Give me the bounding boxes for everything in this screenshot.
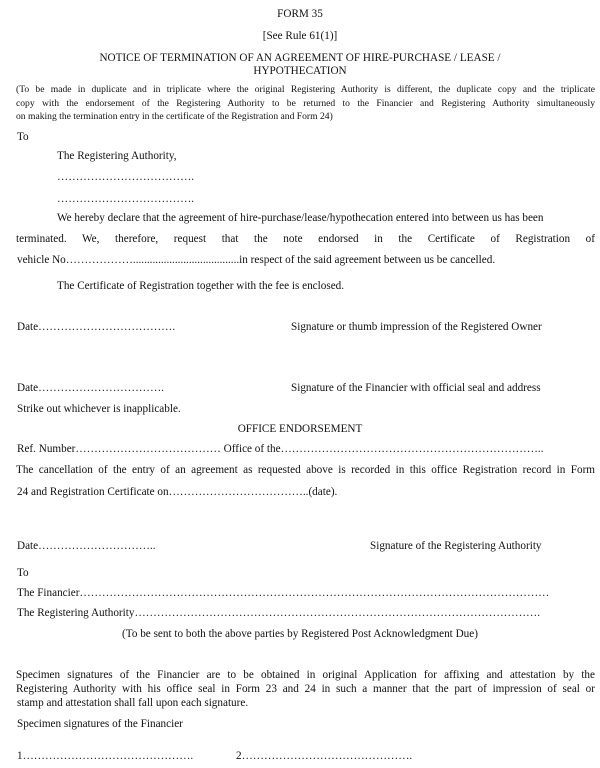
declaration-line-2: terminated. We, therefore, request that the note endorsed in the Certificate of Registration of (16, 233, 595, 245)
instructions-line-2: copy with the endorsement of the Registering Authority to be returned to the Financier and Registering Authority simultaneously (16, 98, 595, 109)
instructions-line-3: on making the termination entry in the certificate of the Registration and Form 24) (16, 111, 333, 122)
authority-signature-label: Signature of the Registering Authority (370, 540, 542, 552)
declaration-line-1: We hereby declare that the agreement of hire-purchase/lease/hypothecation entered into between us has been (57, 212, 544, 224)
registering-authority-label: The Registering Authority, (57, 150, 177, 162)
specimen-label: Specimen signatures of the Financier (17, 718, 183, 730)
registered-post-note: (To be sent to both the above parties by Registered Post Acknowledgment Due) (122, 628, 478, 640)
ref-number-line: Ref. Number………………………………… Office of the…………………………………………………………….. (17, 443, 544, 455)
financier-address-line: The Financier……………………………………………………………………………………………………………… (17, 587, 550, 599)
owner-signature-label: Signature or thumb impression of the Registered Owner (291, 321, 542, 333)
authority-address-line: The Registering Authority………………………………………………………………………………………………. (17, 607, 540, 619)
declaration-line-3: vehicle No………………......................................in respect of the said agreement between us be cancelled. (17, 254, 496, 266)
certificate-enclosed: The Certificate of Registration together with the fee is enclosed. (57, 280, 345, 292)
title-line-2: HYPOTHECATION (253, 65, 347, 77)
title-line-1: NOTICE OF TERMINATION OF AN AGREEMENT OF HIRE-PURCHASE / LEASE / (99, 52, 501, 64)
specimen-para-line-1: Specimen signatures of the Financier are to be obtained in original Application for affixing and attestation by the (16, 669, 595, 681)
strike-out-note: Strike out whichever is inapplicable. (17, 403, 181, 415)
address-blank-2: ………………………………. (57, 193, 195, 205)
specimen-signature-2: 2………………………………………. (236, 750, 413, 762)
to-label: To (17, 131, 29, 143)
financier-signature-label: Signature of the Financier with official seal and address (291, 382, 541, 394)
cancellation-line-2: 24 and Registration Certificate on………………………………..(date). (17, 486, 338, 498)
financier-date-field: Date……………………………. (17, 382, 164, 394)
specimen-para-line-3: stamp and attestation shall fall upon each signature. (17, 697, 249, 709)
address-blank-1: ………………………………. (57, 171, 195, 183)
rule-reference: [See Rule 61(1)] (262, 30, 338, 42)
specimen-para-line-2: Registering Authority with his office seal in Form 23 and 24 in such a manner that the part of impression of seal or (16, 683, 595, 695)
distribution-to-label: To (17, 567, 29, 579)
office-endorsement-heading: OFFICE ENDORSEMENT (237, 423, 363, 435)
cancellation-line-1: The cancellation of the entry of an agreement as requested above is recorded in this office Registration record in Form (16, 464, 595, 476)
authority-date-field: Date………………………….. (17, 540, 156, 552)
owner-date-field: Date………………………………. (17, 321, 176, 333)
form-number: FORM 35 (277, 8, 323, 20)
specimen-signature-1: 1………………………………………. (17, 750, 194, 762)
instructions-line-1: (To be made in duplicate and in triplicate where the original Registering Authority is different, the duplicate copy and the triplicate (16, 84, 595, 95)
